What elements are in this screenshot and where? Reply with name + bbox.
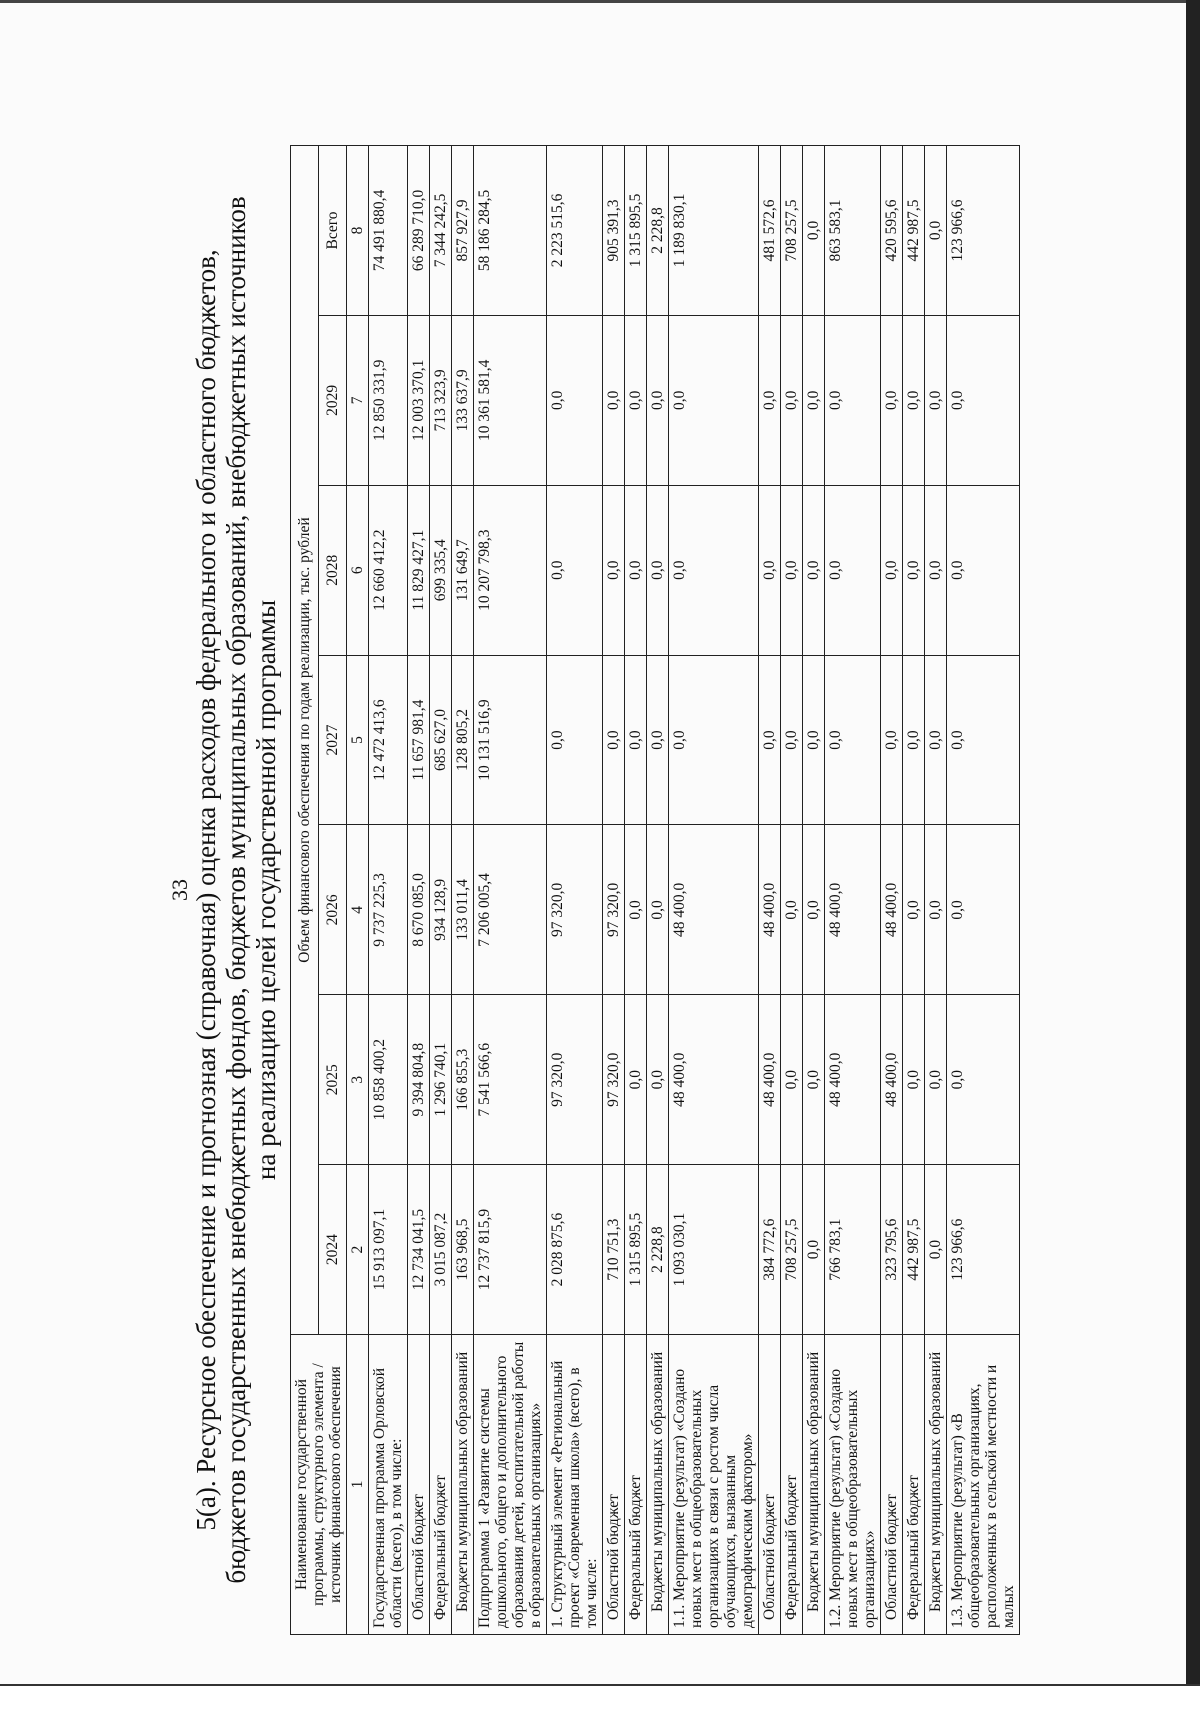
table-row — [925, 146, 947, 1635]
year-header: 2028 — [319, 485, 347, 655]
row-value-cell: 10 858 400,2 — [369, 995, 408, 1165]
column-number: 7 — [347, 315, 369, 485]
row-value-cell: 710 751,3 — [603, 1165, 625, 1335]
row-value-cell: 163 968,5 — [452, 1165, 474, 1335]
row-value-cell: 0,0 — [603, 485, 625, 655]
row-value-cell: 12 003 370,1 — [408, 315, 430, 485]
scan-edge-top — [0, 0, 1200, 3]
row-total-cell: 74 491 880,4 — [369, 146, 408, 316]
row-value-cell: 48 400,0 — [669, 825, 759, 995]
year-header: 2024 — [319, 1165, 347, 1335]
row-value-cell: 2 028 875,6 — [547, 1165, 603, 1335]
row-value-cell: 0,0 — [669, 485, 759, 655]
row-name-cell: Федеральный бюджет — [781, 1335, 803, 1635]
row-value-cell: 0,0 — [925, 1165, 947, 1335]
row-value-cell: 48 400,0 — [759, 995, 781, 1165]
row-name-cell: Бюджеты муниципальных образований — [647, 1335, 669, 1635]
row-total-cell: 857 927,9 — [452, 146, 474, 316]
row-value-cell: 0,0 — [625, 485, 647, 655]
row-value-cell: 97 320,0 — [603, 825, 625, 995]
row-value-cell: 0,0 — [881, 485, 903, 655]
row-value-cell: 0,0 — [669, 315, 759, 485]
row-value-cell: 10 207 798,3 — [474, 485, 547, 655]
row-value-cell: 0,0 — [803, 315, 825, 485]
row-value-cell: 0,0 — [803, 995, 825, 1165]
row-name-cell: Областной бюджет — [408, 1335, 430, 1635]
year-header: 2027 — [319, 655, 347, 825]
row-value-cell: 133 011,4 — [452, 825, 474, 995]
row-value-cell: 0,0 — [825, 655, 881, 825]
row-name-cell: Областной бюджет — [881, 1335, 903, 1635]
row-name-cell: 1.3. Мероприятие (результат) «В общеобразовательных организациях, расположенных в сельской местности и малых — [947, 1335, 1020, 1635]
year-header: 2026 — [319, 825, 347, 995]
column-number-row — [347, 146, 369, 1635]
row-value-cell: 9 394 804,8 — [408, 995, 430, 1165]
row-value-cell: 15 913 097,1 — [369, 1165, 408, 1335]
row-value-cell: 0,0 — [903, 995, 925, 1165]
year-header: 2025 — [319, 995, 347, 1165]
row-value-cell: 0,0 — [625, 995, 647, 1165]
row-value-cell: 708 257,5 — [781, 1165, 803, 1335]
year-header: 2029 — [319, 315, 347, 485]
row-value-cell: 133 637,9 — [452, 315, 474, 485]
row-value-cell: 48 400,0 — [825, 825, 881, 995]
row-name-cell: 1.1. Мероприятие (результат) «Создано новых мест в общеобразовательных организациях в связи с ростом числа обучающихся, вызванным демографическим фактором» — [669, 1335, 759, 1635]
row-value-cell: 0,0 — [547, 315, 603, 485]
row-total-cell: 481 572,6 — [759, 146, 781, 316]
row-value-cell: 0,0 — [825, 485, 881, 655]
row-value-cell: 10 361 581,4 — [474, 315, 547, 485]
column-number: 1 — [347, 1335, 369, 1635]
row-value-cell: 0,0 — [603, 315, 625, 485]
row-total-cell: 66 289 710,0 — [408, 146, 430, 316]
table-row — [408, 146, 430, 1635]
row-value-cell: 12 734 041,5 — [408, 1165, 430, 1335]
row-value-cell: 12 850 331,9 — [369, 315, 408, 485]
financing-table — [290, 145, 1020, 1635]
row-name-cell: 1.2. Мероприятие (результат) «Создано новых мест в общеобразовательных организациях» — [825, 1335, 881, 1635]
row-value-cell: 685 627,0 — [430, 655, 452, 825]
row-value-cell: 97 320,0 — [547, 825, 603, 995]
row-value-cell: 0,0 — [647, 825, 669, 995]
table-row — [369, 146, 408, 1635]
row-value-cell: 97 320,0 — [603, 995, 625, 1165]
row-value-cell: 123 966,6 — [947, 1165, 1020, 1335]
table-row — [547, 146, 603, 1635]
row-value-cell: 48 400,0 — [881, 825, 903, 995]
row-value-cell: 0,0 — [625, 825, 647, 995]
row-value-cell: 11 657 981,4 — [408, 655, 430, 825]
row-value-cell: 0,0 — [947, 315, 1020, 485]
row-value-cell: 0,0 — [647, 655, 669, 825]
header-name-cell: Наименование государственной программы, структурного элемента / источник финансового обеспечения — [291, 1335, 347, 1635]
row-value-cell: 934 128,9 — [430, 825, 452, 995]
row-value-cell: 0,0 — [547, 655, 603, 825]
header-row-1 — [291, 146, 319, 1635]
row-value-cell: 0,0 — [647, 315, 669, 485]
document-title: 5(а). Ресурсное обеспечение и прогнозная (справочная) оценка расходов федерального и областного бюджетов, бюджетов государственных внебюджетных фондов, бюджетов муниципальных образований, внебюджетных источников на реализацию целей государственной программы — [191, 196, 281, 1584]
row-total-cell: 0,0 — [803, 146, 825, 316]
row-value-cell: 0,0 — [881, 315, 903, 485]
table-row — [452, 146, 474, 1635]
table-row — [781, 146, 803, 1635]
row-value-cell: 48 400,0 — [669, 995, 759, 1165]
row-value-cell: 7 206 005,4 — [474, 825, 547, 995]
row-name-cell: Государственная программа Орловской области (всего), в том числе: — [369, 1335, 408, 1635]
row-value-cell: 0,0 — [803, 655, 825, 825]
row-total-cell: 905 391,3 — [603, 146, 625, 316]
row-value-cell: 8 670 085,0 — [408, 825, 430, 995]
row-total-cell: 58 186 284,5 — [474, 146, 547, 316]
row-value-cell: 1 093 030,1 — [669, 1165, 759, 1335]
table-row — [947, 146, 1020, 1635]
row-value-cell: 0,0 — [781, 485, 803, 655]
row-total-cell: 123 966,6 — [947, 146, 1020, 316]
row-value-cell: 48 400,0 — [881, 995, 903, 1165]
row-value-cell: 48 400,0 — [825, 995, 881, 1165]
row-value-cell: 0,0 — [669, 655, 759, 825]
row-name-cell: Федеральный бюджет — [430, 1335, 452, 1635]
row-value-cell: 7 541 566,6 — [474, 995, 547, 1165]
row-value-cell: 0,0 — [781, 655, 803, 825]
row-value-cell: 0,0 — [781, 315, 803, 485]
row-value-cell: 0,0 — [881, 655, 903, 825]
row-value-cell: 0,0 — [903, 315, 925, 485]
row-total-cell: 863 583,1 — [825, 146, 881, 316]
row-value-cell: 0,0 — [603, 655, 625, 825]
row-value-cell: 12 660 412,2 — [369, 485, 408, 655]
row-value-cell: 323 795,6 — [881, 1165, 903, 1335]
row-name-cell: Областной бюджет — [603, 1335, 625, 1635]
row-value-cell: 0,0 — [803, 825, 825, 995]
row-value-cell: 713 323,9 — [430, 315, 452, 485]
row-name-cell: Федеральный бюджет — [625, 1335, 647, 1635]
header-group-cell: Объем финансового обеспечения по годам реализации, тыс. рублей — [291, 146, 319, 1335]
row-value-cell: 2 228,8 — [647, 1165, 669, 1335]
rotated-sheet — [115, 130, 1200, 1650]
column-number: 2 — [347, 1165, 369, 1335]
table-row — [669, 146, 759, 1635]
column-number: 6 — [347, 485, 369, 655]
table-row — [647, 146, 669, 1635]
row-value-cell: 131 649,7 — [452, 485, 474, 655]
row-total-cell: 442 987,5 — [903, 146, 925, 316]
row-name-cell: Областной бюджет — [759, 1335, 781, 1635]
row-value-cell: 0,0 — [925, 995, 947, 1165]
table-row — [430, 146, 452, 1635]
row-value-cell: 0,0 — [759, 315, 781, 485]
row-value-cell: 0,0 — [903, 825, 925, 995]
row-value-cell: 0,0 — [647, 485, 669, 655]
row-value-cell: 0,0 — [781, 825, 803, 995]
scan-edge-bottom — [0, 1684, 1200, 1712]
table-row — [759, 146, 781, 1635]
row-name-cell: Федеральный бюджет — [903, 1335, 925, 1635]
row-total-cell: 2 228,8 — [647, 146, 669, 316]
row-name-cell: 1. Структурный элемент «Региональный проект «Современная школа» (всего), в том числе: — [547, 1335, 603, 1635]
row-value-cell: 0,0 — [925, 315, 947, 485]
row-total-cell: 708 257,5 — [781, 146, 803, 316]
table-row — [803, 146, 825, 1635]
row-value-cell: 0,0 — [947, 825, 1020, 995]
row-value-cell: 0,0 — [903, 655, 925, 825]
table-row — [825, 146, 881, 1635]
row-value-cell: 1 296 740,1 — [430, 995, 452, 1165]
row-value-cell: 1 315 895,5 — [625, 1165, 647, 1335]
row-value-cell: 0,0 — [803, 485, 825, 655]
row-value-cell: 0,0 — [947, 485, 1020, 655]
row-value-cell: 384 772,6 — [759, 1165, 781, 1335]
total-header: Всего — [319, 146, 347, 316]
row-value-cell: 0,0 — [803, 1165, 825, 1335]
table-row — [603, 146, 625, 1635]
row-total-cell: 1 189 830,1 — [669, 146, 759, 316]
row-total-cell: 2 223 515,6 — [547, 146, 603, 316]
row-value-cell: 0,0 — [925, 825, 947, 995]
column-number: 8 — [347, 146, 369, 316]
row-value-cell: 3 015 087,2 — [430, 1165, 452, 1335]
row-value-cell: 0,0 — [925, 655, 947, 825]
row-total-cell: 7 344 242,5 — [430, 146, 452, 316]
row-name-cell: Бюджеты муниципальных образований — [452, 1335, 474, 1635]
row-value-cell: 12 737 815,9 — [474, 1165, 547, 1335]
page-number: 33 — [167, 879, 192, 901]
row-value-cell: 0,0 — [925, 485, 947, 655]
row-value-cell: 97 320,0 — [547, 995, 603, 1165]
row-value-cell: 0,0 — [759, 485, 781, 655]
row-total-cell: 0,0 — [925, 146, 947, 316]
row-value-cell: 12 472 413,6 — [369, 655, 408, 825]
row-value-cell: 128 805,2 — [452, 655, 474, 825]
row-value-cell: 699 335,4 — [430, 485, 452, 655]
row-value-cell: 0,0 — [647, 995, 669, 1165]
column-number: 4 — [347, 825, 369, 995]
row-name-cell: Бюджеты муниципальных образований — [925, 1335, 947, 1635]
row-value-cell: 0,0 — [947, 995, 1020, 1165]
table-row — [881, 146, 903, 1635]
row-value-cell: 0,0 — [759, 655, 781, 825]
row-name-cell: Бюджеты муниципальных образований — [803, 1335, 825, 1635]
row-value-cell: 0,0 — [947, 655, 1020, 825]
table-row — [474, 146, 547, 1635]
table-row — [625, 146, 647, 1635]
row-value-cell: 0,0 — [625, 315, 647, 485]
table-row — [903, 146, 925, 1635]
row-value-cell: 10 131 516,9 — [474, 655, 547, 825]
column-number: 5 — [347, 655, 369, 825]
row-total-cell: 420 595,6 — [881, 146, 903, 316]
table-body — [369, 146, 1020, 1635]
row-value-cell: 0,0 — [625, 655, 647, 825]
row-total-cell: 1 315 895,5 — [625, 146, 647, 316]
row-value-cell: 9 737 225,3 — [369, 825, 408, 995]
row-value-cell: 166 855,3 — [452, 995, 474, 1165]
row-value-cell: 442 987,5 — [903, 1165, 925, 1335]
row-value-cell: 0,0 — [547, 485, 603, 655]
row-value-cell: 11 829 427,1 — [408, 485, 430, 655]
row-value-cell: 0,0 — [825, 315, 881, 485]
row-value-cell: 0,0 — [781, 995, 803, 1165]
column-number: 3 — [347, 995, 369, 1165]
row-value-cell: 766 783,1 — [825, 1165, 881, 1335]
row-name-cell: Подпрограмма 1 «Развитие системы дошкольного, общего и дополнительного образования детей, воспитательной работы в образовательных организациях» — [474, 1335, 547, 1635]
row-value-cell: 0,0 — [903, 485, 925, 655]
row-value-cell: 48 400,0 — [759, 825, 781, 995]
